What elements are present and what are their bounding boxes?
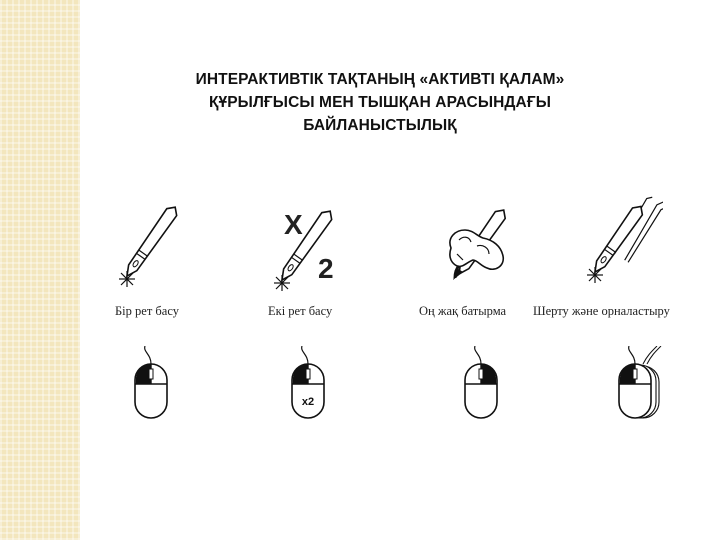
caption-drag-drop: Шерту және орналастыру <box>533 304 670 318</box>
caption-single-tap: Бір рет басу <box>115 304 179 318</box>
pen-right-button-icon <box>433 196 523 296</box>
decorative-side-strip <box>0 0 80 540</box>
double-tap-x-mark: X <box>284 209 303 240</box>
mouse-drag-icon <box>613 346 665 422</box>
action-drag-drop <box>533 196 668 428</box>
title-line-2: ҚҰРЫЛҒЫСЫ МЕН ТЫШҚАН АРАСЫНДАҒЫ <box>208 94 552 111</box>
action-right-button <box>413 196 543 428</box>
double-tap-2-mark: 2 <box>318 253 334 284</box>
title-line-3: БАЙЛАНЫСТЫЛЫҚ <box>303 117 457 134</box>
pen-tap-icon <box>113 196 193 296</box>
mouse-right-click-icon <box>459 346 503 422</box>
mouse-double-click-icon <box>286 346 330 422</box>
caption-right-button: Оң жақ батырма <box>419 304 507 318</box>
pen-mouse-comparison-panel <box>113 196 670 428</box>
slide-title <box>110 68 650 137</box>
mouse-left-click-icon <box>129 346 173 422</box>
title-line-1: ИНТЕРАКТИВТІК ТАҚТАНЫҢ «АКТИВТІ ҚАЛАМ» <box>195 71 565 88</box>
action-single-tap <box>113 196 253 428</box>
double-click-x2-mark: x2 <box>301 396 315 408</box>
action-double-tap <box>268 196 408 428</box>
pen-drag-icon <box>573 196 663 296</box>
caption-double-tap: Екі рет басу <box>268 304 333 318</box>
pen-double-tap-icon <box>268 196 358 296</box>
